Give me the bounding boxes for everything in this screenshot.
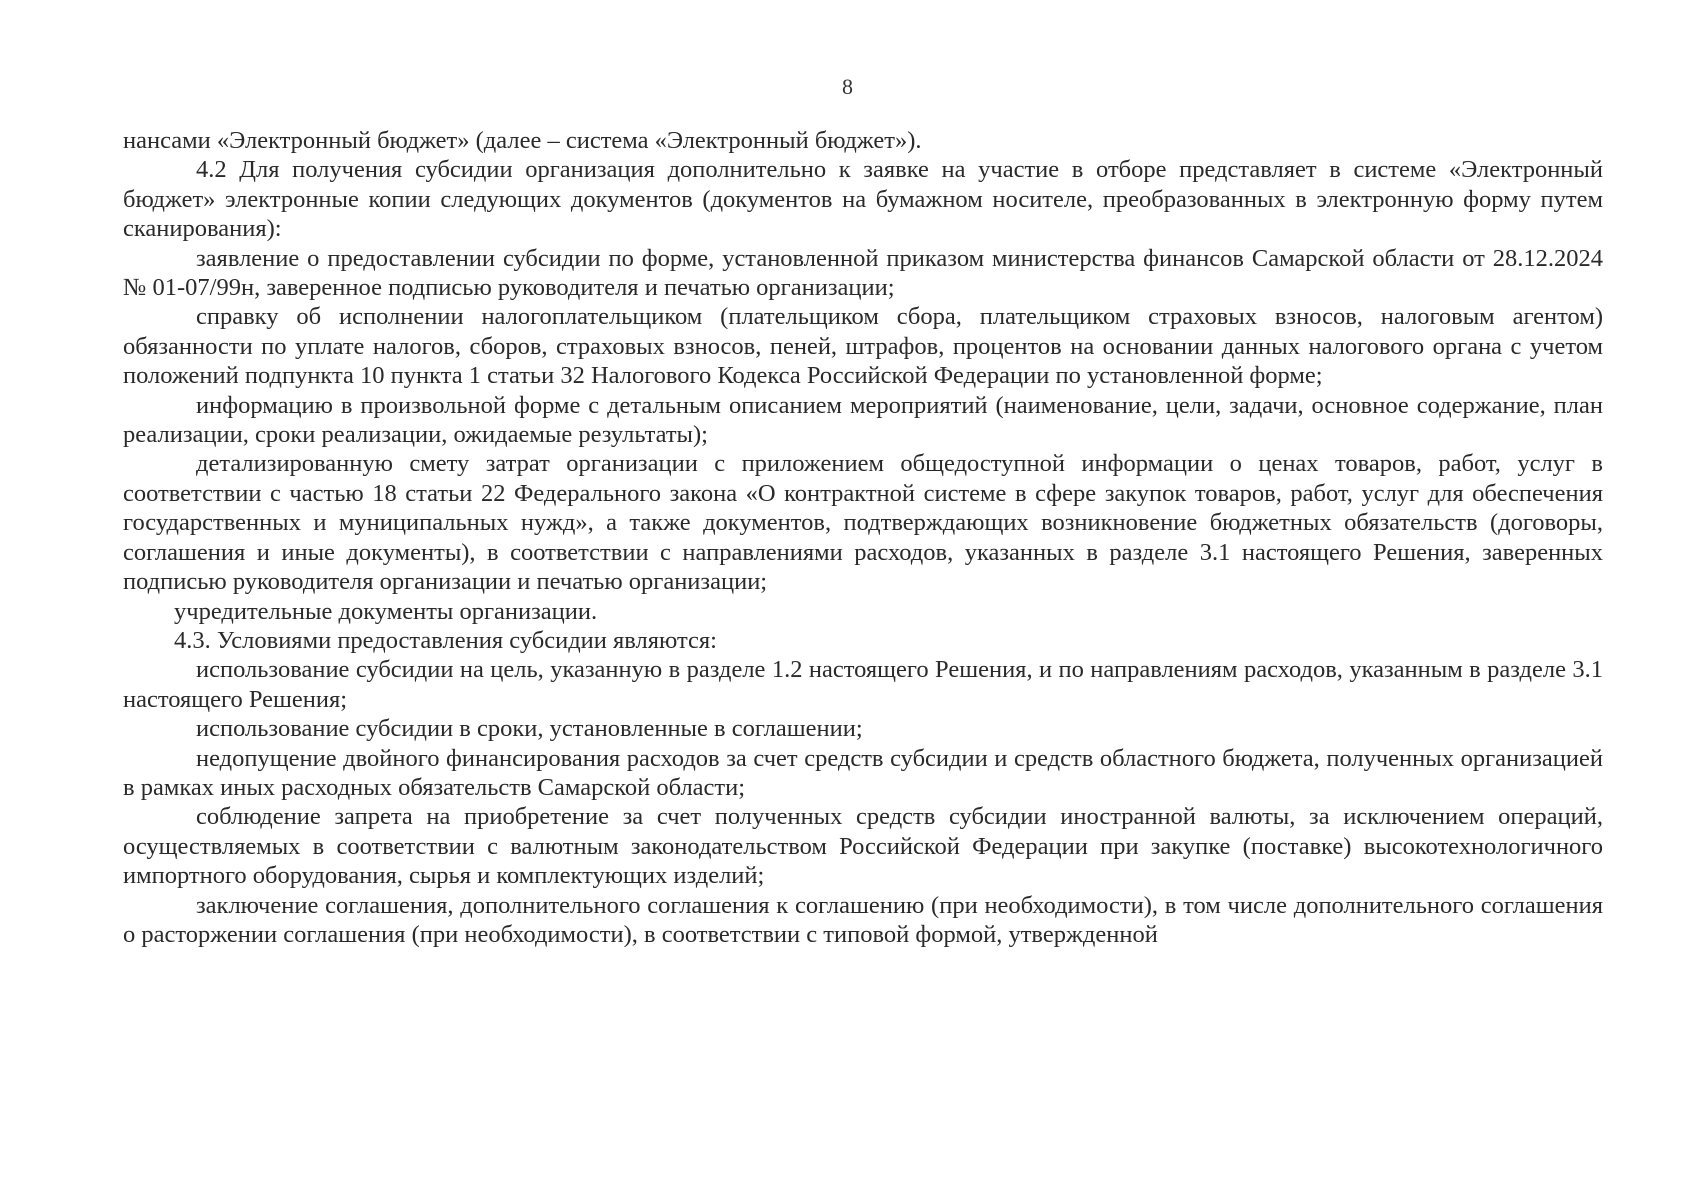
condition-currency-ban: соблюдение запрета на приобретение за счет полученных средств субсидии иностранной валюты, за исключением операций, осуществляемых в соответствии с валютным законодательством Российской Федерации при закупке (поставке) высокотехнологичного импортного оборудования, сырья и комплектующих изделий; (123, 803, 1603, 890)
condition-no-double-financing: недопущение двойного финансирования расходов за счет средств субсидии и средств областного бюджета, полученных организацией в рамках иных расходных обязательств Самарской области; (123, 744, 1603, 801)
condition-agreement: заключение соглашения, дополнительного соглашения к соглашению (при необходимости), в том числе дополнительного соглашения о расторжении соглашения (при необходимости), в соответствии с типовой формой, утвержденной (123, 891, 1603, 948)
list-item-activities-info: информацию в произвольной форме с детальным описанием мероприятий (наименование, цели, задачи, основное содержание, план реализации, сроки реализации, ожидаемые результаты); (123, 391, 1603, 449)
list-item-cost-estimate: детализированную смету затрат организации с приложением общедоступной информации о ценах товаров, работ, услуг в соответствии с частью 18 статьи 22 Федерального закона «О контрактной системе в сфере закупок товаров, работ, услуг для обеспечения государственных и муниципальных нужд», а также документов, подтверждающих возникновение бюджетных обязательств (договоры, соглашения и иные документы), в соответствии с направлениями расходов, указанных в разделе 3.1 настоящего Решения, заверенных подписью руководителя организации и печатью организации; (123, 450, 1603, 596)
document-body (123, 126, 1603, 949)
list-item-application: заявление о предоставлении субсидии по форме, установленной приказом министерства финансов Самарской области от 28.12.2024 № 01-07/99н, заверенное подписью руководителя и печатью организации; (123, 244, 1603, 302)
condition-purpose: использование субсидии на цель, указанную в разделе 1.2 настоящего Решения, и по направлениям расходов, указанным в разделе 3.1 настоящего Решения; (123, 656, 1603, 713)
list-item-tax-certificate: справку об исполнении налогоплательщиком (плательщиком сбора, плательщиком страховых взносов, налоговым агентом) обязанности по уплате налогов, сборов, страховых взносов, пеней, штрафов, процентов на основании данных налогового органа с учетом положений подпункта 10 пункта 1 статьи 32 Налогового Кодекса Российской Федерации по установленной форме; (123, 303, 1603, 390)
condition-deadlines: использование субсидии в сроки, установленные в соглашении; (196, 715, 863, 743)
paragraph-continuation: нансами «Электронный бюджет» (далее – система «Электронный бюджет»). (123, 127, 922, 154)
page-number: 8 (842, 74, 853, 99)
paragraph-4-3: 4.3. Условиями предоставления субсидии являются: (174, 626, 717, 654)
list-item-founding-documents: учредительные документы организации. (174, 597, 598, 625)
paragraph-4-2: 4.2 Для получения субсидии организация дополнительно к заявке на участие в отборе представляет в системе «Электронный бюджет» электронные копии следующих документов (документов на бумажном носителе, преобразованных в электронную форму путем сканирования): (123, 156, 1603, 243)
